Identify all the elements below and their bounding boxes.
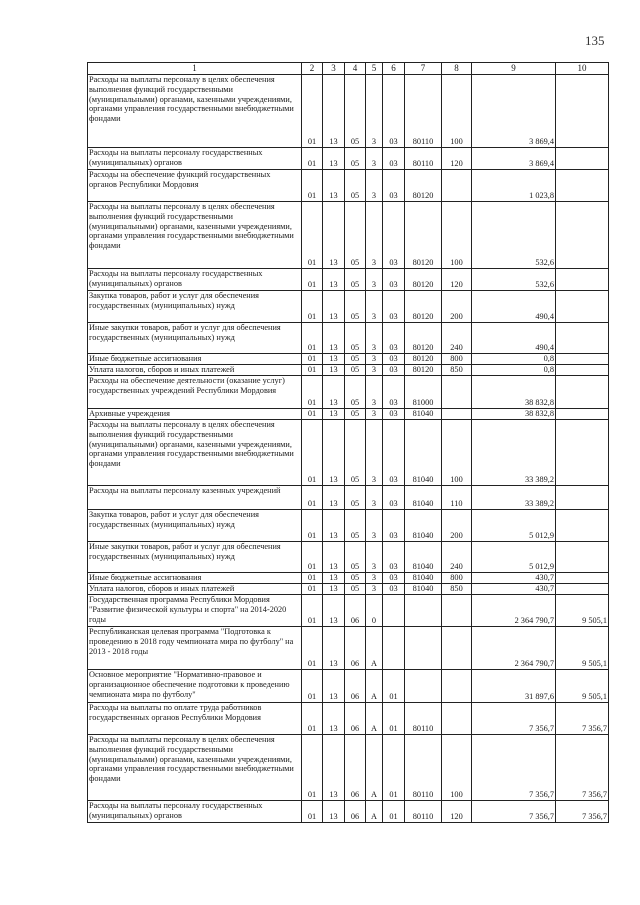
table-row (88, 376, 609, 409)
table-row (88, 735, 609, 801)
federal-amount-cell (556, 269, 609, 291)
federal-amount-cell: 9 505,1 (556, 595, 609, 627)
expense-type-cell (442, 670, 472, 703)
row-name-cell: Расходы на выплаты персоналу в целях обеспечения выполнения функций государственными (муниципальными) органами, казенными учреждениями, органами управления государственными внебюджетными фондами (88, 735, 302, 801)
expense-code-cell: 80120 (405, 365, 442, 376)
subsection-code-cell: 13 (323, 409, 345, 420)
expense-code-cell (405, 595, 442, 627)
row-name-cell: Расходы на выплаты по оплате труда работников государственных органов Республики Мордовия (88, 703, 302, 735)
expense-code-cell: 80110 (405, 703, 442, 735)
subsection-code-cell: 13 (323, 420, 345, 486)
expense-type-cell: 200 (442, 510, 472, 542)
row-name-cell: Расходы на выплаты персоналу государственных (муниципальных) органов (88, 269, 302, 291)
amount-cell: 430,7 (472, 584, 556, 595)
table-row (88, 323, 609, 354)
federal-amount-cell (556, 486, 609, 510)
row-name-cell: Расходы на выплаты персоналу в целях обеспечения выполнения функций государственными (муниципальными) органами, казенными учреждениями, органами управления государственными внебюджетными фондами (88, 75, 302, 148)
amount-cell: 490,4 (472, 291, 556, 323)
subprogram-code-cell: А (366, 735, 383, 801)
row-name-cell: Государственная программа Республики Мордовия "Развитие физической культуры и спорта" на 2014-2020 годы (88, 595, 302, 627)
program-code-cell: 05 (345, 486, 366, 510)
federal-amount-cell (556, 354, 609, 365)
header-cell: 1 (88, 63, 302, 75)
expense-code-cell: 81040 (405, 573, 442, 584)
activity-code-cell: 03 (383, 510, 405, 542)
activity-code-cell: 03 (383, 75, 405, 148)
federal-amount-cell: 7 356,7 (556, 703, 609, 735)
subsection-code-cell: 13 (323, 670, 345, 703)
activity-code-cell: 01 (383, 703, 405, 735)
subsection-code-cell: 13 (323, 376, 345, 409)
row-name-cell: Иные закупки товаров, работ и услуг для обеспечения государственных (муниципальных) нужд (88, 323, 302, 354)
row-name-cell: Архивные учреждения (88, 409, 302, 420)
expense-type-cell: 800 (442, 354, 472, 365)
federal-amount-cell (556, 573, 609, 584)
amount-cell: 7 356,7 (472, 735, 556, 801)
subsection-code-cell: 13 (323, 703, 345, 735)
section-code-cell: 01 (302, 420, 323, 486)
subsection-code-cell: 13 (323, 170, 345, 202)
section-code-cell: 01 (302, 269, 323, 291)
header-cell: 2 (302, 63, 323, 75)
program-code-cell: 05 (345, 365, 366, 376)
expense-type-cell (442, 703, 472, 735)
program-code-cell: 05 (345, 510, 366, 542)
federal-amount-cell: 9 505,1 (556, 670, 609, 703)
subsection-code-cell: 13 (323, 584, 345, 595)
amount-cell: 0,8 (472, 354, 556, 365)
subsection-code-cell: 13 (323, 148, 345, 170)
program-code-cell: 05 (345, 354, 366, 365)
federal-amount-cell: 7 356,7 (556, 801, 609, 823)
table-body (88, 75, 609, 823)
subprogram-code-cell: 3 (366, 486, 383, 510)
expense-code-cell: 81000 (405, 376, 442, 409)
section-code-cell: 01 (302, 354, 323, 365)
row-name-cell: Расходы на выплаты персоналу государственных (муниципальных) органов (88, 801, 302, 823)
section-code-cell: 01 (302, 573, 323, 584)
amount-cell: 430,7 (472, 573, 556, 584)
federal-amount-cell (556, 584, 609, 595)
expense-type-cell: 200 (442, 291, 472, 323)
section-code-cell: 01 (302, 542, 323, 573)
row-name-cell: Закупка товаров, работ и услуг для обеспечения государственных (муниципальных) нужд (88, 510, 302, 542)
expense-type-cell: 100 (442, 735, 472, 801)
subsection-code-cell: 13 (323, 202, 345, 269)
activity-code-cell: 03 (383, 269, 405, 291)
expense-type-cell: 800 (442, 573, 472, 584)
subsection-code-cell: 13 (323, 269, 345, 291)
federal-amount-cell (556, 542, 609, 573)
table-row (88, 801, 609, 823)
table-row (88, 670, 609, 703)
program-code-cell: 05 (345, 420, 366, 486)
expense-type-cell (442, 376, 472, 409)
subprogram-code-cell: 3 (366, 510, 383, 542)
header-cell: 5 (366, 63, 383, 75)
subprogram-code-cell: 3 (366, 75, 383, 148)
row-name-cell: Уплата налогов, сборов и иных платежей (88, 584, 302, 595)
subprogram-code-cell: А (366, 801, 383, 823)
row-name-cell: Уплата налогов, сборов и иных платежей (88, 365, 302, 376)
table-row (88, 354, 609, 365)
section-code-cell: 01 (302, 595, 323, 627)
subprogram-code-cell: 3 (366, 409, 383, 420)
amount-cell: 38 832,8 (472, 409, 556, 420)
activity-code-cell: 03 (383, 354, 405, 365)
subprogram-code-cell: 3 (366, 323, 383, 354)
section-code-cell: 01 (302, 670, 323, 703)
federal-amount-cell (556, 291, 609, 323)
expense-code-cell: 80120 (405, 202, 442, 269)
subsection-code-cell: 13 (323, 75, 345, 148)
section-code-cell: 01 (302, 735, 323, 801)
amount-cell: 2 364 790,7 (472, 595, 556, 627)
section-code-cell: 01 (302, 801, 323, 823)
subsection-code-cell: 13 (323, 627, 345, 670)
activity-code-cell: 01 (383, 735, 405, 801)
amount-cell: 38 832,8 (472, 376, 556, 409)
activity-code-cell: 03 (383, 409, 405, 420)
table-row (88, 365, 609, 376)
expense-type-cell: 850 (442, 365, 472, 376)
activity-code-cell: 03 (383, 584, 405, 595)
expense-code-cell: 80110 (405, 801, 442, 823)
header-cell: 4 (345, 63, 366, 75)
expense-code-cell: 80120 (405, 269, 442, 291)
expense-type-cell: 240 (442, 542, 472, 573)
expense-code-cell: 81040 (405, 510, 442, 542)
amount-cell: 490,4 (472, 323, 556, 354)
program-code-cell: 05 (345, 542, 366, 573)
expense-code-cell: 80120 (405, 291, 442, 323)
amount-cell: 5 012,9 (472, 510, 556, 542)
table-row (88, 291, 609, 323)
section-code-cell: 01 (302, 584, 323, 595)
table-row (88, 202, 609, 269)
table-row (88, 170, 609, 202)
subprogram-code-cell: 3 (366, 365, 383, 376)
header-cell: 8 (442, 63, 472, 75)
table-row (88, 420, 609, 486)
expense-code-cell: 80110 (405, 148, 442, 170)
table-row (88, 269, 609, 291)
row-name-cell: Расходы на выплаты персоналу казенных учреждений (88, 486, 302, 510)
activity-code-cell: 03 (383, 148, 405, 170)
amount-cell: 7 356,7 (472, 801, 556, 823)
expense-type-cell: 120 (442, 801, 472, 823)
activity-code-cell (383, 595, 405, 627)
federal-amount-cell (556, 170, 609, 202)
expense-type-cell: 120 (442, 148, 472, 170)
table-header-row (88, 63, 609, 75)
federal-amount-cell (556, 510, 609, 542)
subprogram-code-cell: А (366, 670, 383, 703)
expense-code-cell: 80120 (405, 170, 442, 202)
activity-code-cell: 03 (383, 376, 405, 409)
federal-amount-cell (556, 202, 609, 269)
table-row (88, 542, 609, 573)
section-code-cell: 01 (302, 202, 323, 269)
program-code-cell: 06 (345, 735, 366, 801)
subsection-code-cell: 13 (323, 510, 345, 542)
amount-cell: 33 389,2 (472, 420, 556, 486)
activity-code-cell: 03 (383, 542, 405, 573)
federal-amount-cell: 7 356,7 (556, 735, 609, 801)
subprogram-code-cell: 3 (366, 573, 383, 584)
expense-type-cell: 120 (442, 269, 472, 291)
row-name-cell: Иные бюджетные ассигнования (88, 354, 302, 365)
subsection-code-cell: 13 (323, 801, 345, 823)
program-code-cell: 06 (345, 670, 366, 703)
header-cell: 6 (383, 63, 405, 75)
amount-cell: 3 869,4 (472, 75, 556, 148)
row-name-cell: Расходы на обеспечение деятельности (оказание услуг) государственных учреждений Республики Мордовия (88, 376, 302, 409)
table-row (88, 409, 609, 420)
expense-code-cell: 80110 (405, 75, 442, 148)
table-row (88, 595, 609, 627)
subprogram-code-cell: 3 (366, 420, 383, 486)
section-code-cell: 01 (302, 376, 323, 409)
activity-code-cell: 01 (383, 670, 405, 703)
activity-code-cell: 03 (383, 202, 405, 269)
expense-code-cell: 81040 (405, 486, 442, 510)
subsection-code-cell: 13 (323, 735, 345, 801)
subprogram-code-cell: 3 (366, 170, 383, 202)
expense-code-cell: 80120 (405, 354, 442, 365)
section-code-cell: 01 (302, 486, 323, 510)
subsection-code-cell: 13 (323, 291, 345, 323)
amount-cell: 2 364 790,7 (472, 627, 556, 670)
expense-type-cell: 110 (442, 486, 472, 510)
expense-type-cell (442, 170, 472, 202)
expense-type-cell (442, 595, 472, 627)
expense-code-cell (405, 670, 442, 703)
subprogram-code-cell: 3 (366, 354, 383, 365)
row-name-cell: Расходы на выплаты персоналу в целях обеспечения выполнения функций государственными (муниципальными) органами, казенными учреждениями, органами управления государственными внебюджетными фондами (88, 420, 302, 486)
row-name-cell: Республиканская целевая программа "Подготовка к проведению в 2018 году чемпионата мира по футболу" на 2013 - 2018 годы (88, 627, 302, 670)
subprogram-code-cell: 0 (366, 595, 383, 627)
subprogram-code-cell: 3 (366, 291, 383, 323)
subsection-code-cell: 13 (323, 486, 345, 510)
subprogram-code-cell: А (366, 703, 383, 735)
program-code-cell: 05 (345, 202, 366, 269)
federal-amount-cell (556, 376, 609, 409)
program-code-cell: 05 (345, 170, 366, 202)
row-name-cell: Иные закупки товаров, работ и услуг для обеспечения государственных (муниципальных) нужд (88, 542, 302, 573)
amount-cell: 5 012,9 (472, 542, 556, 573)
federal-amount-cell (556, 75, 609, 148)
expense-code-cell: 81040 (405, 409, 442, 420)
table-row (88, 584, 609, 595)
table-row (88, 510, 609, 542)
subsection-code-cell: 13 (323, 573, 345, 584)
row-name-cell: Расходы на выплаты персоналу государственных (муниципальных) органов (88, 148, 302, 170)
amount-cell: 532,6 (472, 269, 556, 291)
activity-code-cell (383, 627, 405, 670)
federal-amount-cell (556, 420, 609, 486)
amount-cell: 7 356,7 (472, 703, 556, 735)
activity-code-cell: 03 (383, 365, 405, 376)
subprogram-code-cell: 3 (366, 202, 383, 269)
program-code-cell: 05 (345, 269, 366, 291)
row-name-cell: Расходы на обеспечение функций государственных органов Республики Мордовия (88, 170, 302, 202)
row-name-cell: Основное мероприятие "Нормативно-правовое и организационное обеспечение подготовки к проведению чемпионата мира по футболу" (88, 670, 302, 703)
header-cell: 9 (472, 63, 556, 75)
amount-cell: 33 389,2 (472, 486, 556, 510)
activity-code-cell: 01 (383, 801, 405, 823)
table-row (88, 627, 609, 670)
expense-code-cell: 81040 (405, 420, 442, 486)
section-code-cell: 01 (302, 627, 323, 670)
row-name-cell: Иные бюджетные ассигнования (88, 573, 302, 584)
expense-code-cell: 81040 (405, 542, 442, 573)
amount-cell: 1 023,8 (472, 170, 556, 202)
expense-code-cell: 80120 (405, 323, 442, 354)
subprogram-code-cell: 3 (366, 542, 383, 573)
subprogram-code-cell: 3 (366, 269, 383, 291)
header-cell: 7 (405, 63, 442, 75)
subsection-code-cell: 13 (323, 323, 345, 354)
section-code-cell: 01 (302, 75, 323, 148)
expense-type-cell: 100 (442, 202, 472, 269)
program-code-cell: 06 (345, 703, 366, 735)
program-code-cell: 05 (345, 291, 366, 323)
expense-type-cell: 850 (442, 584, 472, 595)
header-cell: 10 (556, 63, 609, 75)
table-row (88, 486, 609, 510)
subprogram-code-cell: 3 (366, 584, 383, 595)
program-code-cell: 06 (345, 627, 366, 670)
page-number: 135 (585, 33, 605, 48)
expense-type-cell: 100 (442, 420, 472, 486)
table-row (88, 75, 609, 148)
expense-type-cell: 240 (442, 323, 472, 354)
expense-code-cell: 81040 (405, 584, 442, 595)
subsection-code-cell: 13 (323, 365, 345, 376)
budget-table (87, 62, 609, 823)
federal-amount-cell: 9 505,1 (556, 627, 609, 670)
subprogram-code-cell: 3 (366, 376, 383, 409)
activity-code-cell: 03 (383, 420, 405, 486)
federal-amount-cell (556, 148, 609, 170)
program-code-cell: 05 (345, 584, 366, 595)
subsection-code-cell: 13 (323, 542, 345, 573)
activity-code-cell: 03 (383, 323, 405, 354)
table-row (88, 148, 609, 170)
header-cell: 3 (323, 63, 345, 75)
table-row (88, 703, 609, 735)
amount-cell: 3 869,4 (472, 148, 556, 170)
section-code-cell: 01 (302, 510, 323, 542)
row-name-cell: Расходы на выплаты персоналу в целях обеспечения выполнения функций государственными (муниципальными) органами, казенными учреждениями, органами управления государственными внебюджетными фондами (88, 202, 302, 269)
activity-code-cell: 03 (383, 573, 405, 584)
section-code-cell: 01 (302, 703, 323, 735)
amount-cell: 31 897,6 (472, 670, 556, 703)
program-code-cell: 06 (345, 801, 366, 823)
expense-code-cell: 80110 (405, 735, 442, 801)
subsection-code-cell: 13 (323, 354, 345, 365)
section-code-cell: 01 (302, 365, 323, 376)
section-code-cell: 01 (302, 323, 323, 354)
subsection-code-cell: 13 (323, 595, 345, 627)
program-code-cell: 05 (345, 75, 366, 148)
amount-cell: 532,6 (472, 202, 556, 269)
table-row (88, 573, 609, 584)
section-code-cell: 01 (302, 170, 323, 202)
expense-code-cell (405, 627, 442, 670)
program-code-cell: 05 (345, 409, 366, 420)
program-code-cell: 06 (345, 595, 366, 627)
expense-type-cell (442, 627, 472, 670)
expense-type-cell: 100 (442, 75, 472, 148)
subprogram-code-cell: 3 (366, 148, 383, 170)
section-code-cell: 01 (302, 409, 323, 420)
row-name-cell: Закупка товаров, работ и услуг для обеспечения государственных (муниципальных) нужд (88, 291, 302, 323)
subprogram-code-cell: А (366, 627, 383, 670)
program-code-cell: 05 (345, 323, 366, 354)
amount-cell: 0,8 (472, 365, 556, 376)
section-code-cell: 01 (302, 148, 323, 170)
federal-amount-cell (556, 323, 609, 354)
federal-amount-cell (556, 409, 609, 420)
activity-code-cell: 03 (383, 291, 405, 323)
federal-amount-cell (556, 365, 609, 376)
program-code-cell: 05 (345, 148, 366, 170)
activity-code-cell: 03 (383, 486, 405, 510)
section-code-cell: 01 (302, 291, 323, 323)
program-code-cell: 05 (345, 573, 366, 584)
program-code-cell: 05 (345, 376, 366, 409)
activity-code-cell: 03 (383, 170, 405, 202)
expense-type-cell (442, 409, 472, 420)
